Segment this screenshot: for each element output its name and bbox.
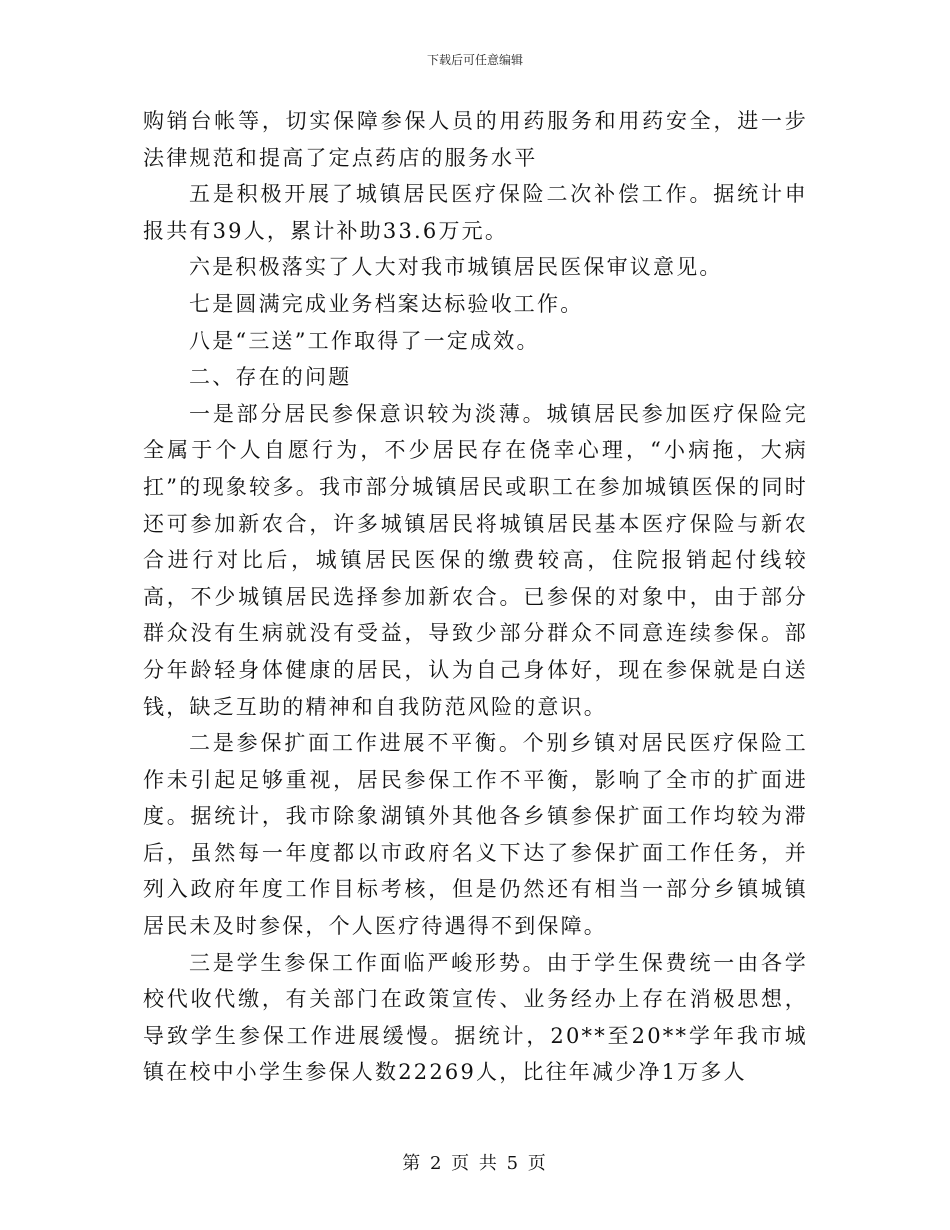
paragraph-4: 七是圆满完成业务档案达标验收工作。 xyxy=(189,291,584,316)
page-header-note: 下载后可任意编辑 xyxy=(426,53,523,67)
document-body xyxy=(143,103,808,1091)
paragraph-5: 八是“三送”工作取得了一定成效。 xyxy=(189,328,540,353)
paragraph-8: 二是参保扩面工作进展不平衡。个别乡镇对居民医疗保险工作未引起足够重视，居民参保工作不平衡，影响了全市的扩面进度。据统计，我市除象湖镇外其他各乡镇参保扩面工作均较为滞后，虽然每一年度都以市政府名义下达了参保扩面工作任务，并列入政府年度工作目标考核，但是仍然还有相当一部分乡镇城镇居民未及时参保，个人医疗待遇得不到保障。 xyxy=(143,731,808,939)
paragraph-9: 三是学生参保工作面临严峻形势。由于学生保费统一由各学校代收代缴，有关部门在政策宣传、业务经办上存在消极思想，导致学生参保工作进展缓慢。据统计，20**至20**学年我市城镇在校中小学生参保人数22269人，比往年减少净1万多人 xyxy=(143,950,808,1085)
page-number-footer: 第 2 页 共 5 页 xyxy=(402,1153,548,1174)
paragraph-1: 购销台帐等，切实保障参保人员的用药服务和用药安全，进一步法律规范和提高了定点药店的服务水平 xyxy=(143,109,808,170)
section-heading-problems: 二、存在的问题 xyxy=(189,365,352,390)
paragraph-2: 五是积极开展了城镇居民医疗保险二次补偿工作。据统计申报共有39人，累计补助33.6万元。 xyxy=(143,182,808,243)
paragraph-3: 六是积极落实了人大对我市城镇居民医保审议意见。 xyxy=(189,255,723,280)
paragraph-7: 一是部分居民参保意识较为淡薄。城镇居民参加医疗保险完全属于个人自愿行为，不少居民存在侥幸心理，“小病拖，大病扛”的现象较多。我市部分城镇居民或职工在参加城镇医保的同时还可参加新农合，许多城镇居民将城镇居民基本医疗保险与新农合进行对比后，城镇居民医保的缴费较高，住院报销起付线较高，不少城镇居民选择参加新农合。已参保的对象中，由于部分群众没有生病就没有受益，导致少部分群众不同意连续参保。部分年龄轻身体健康的居民，认为自己身体好，现在参保就是白送钱，缺乏互助的精神和自我防范风险的意识。 xyxy=(143,401,808,719)
